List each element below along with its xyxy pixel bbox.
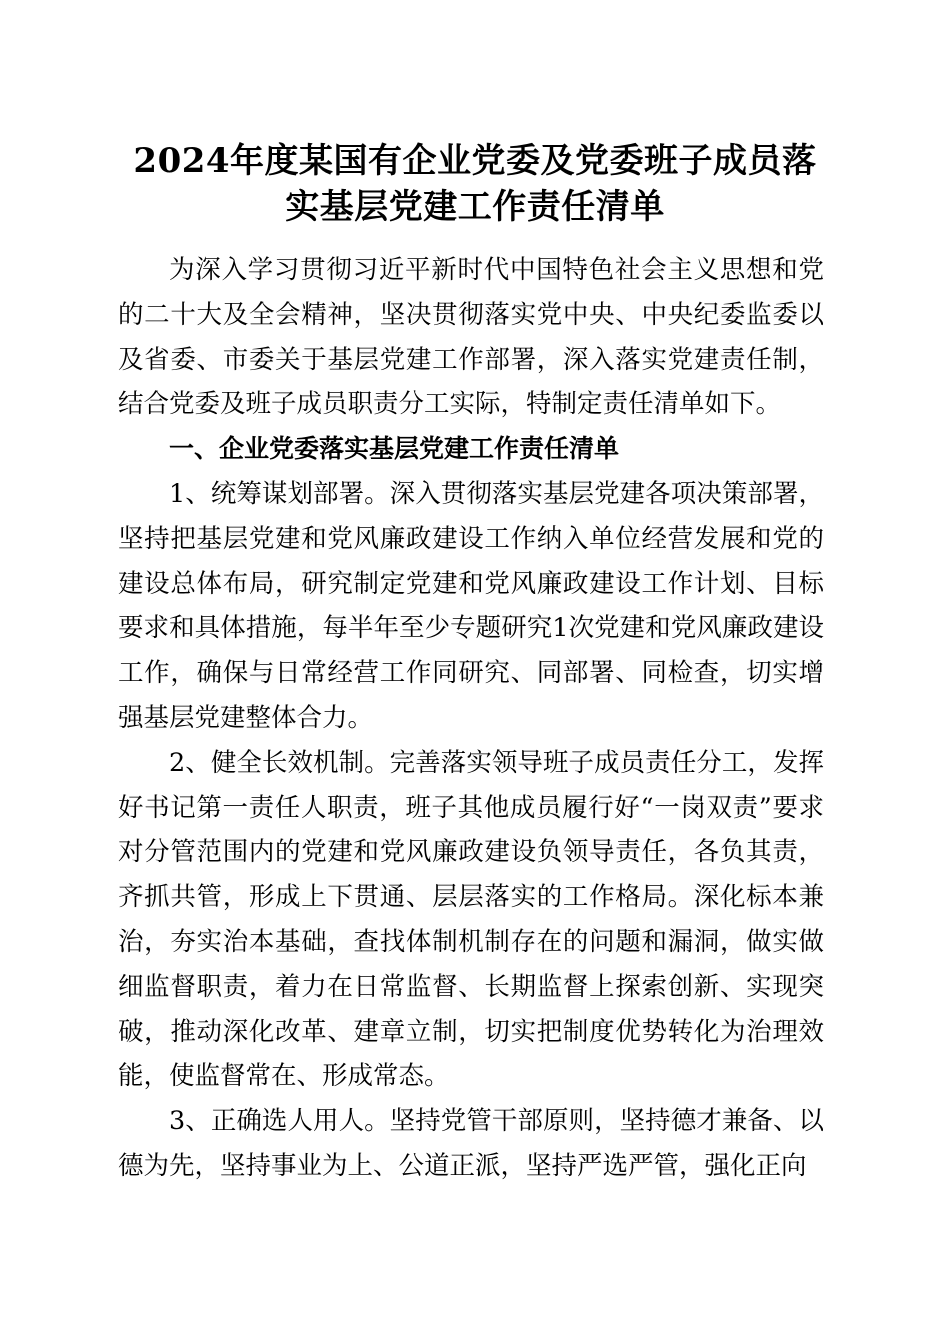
intro-paragraph: 为深入学习贯彻习近平新时代中国特色社会主义思想和党的二十大及全会精神，坚决贯彻落实党中央、中央纪委监委以及省委、市委关于基层党建工作部署，深入落实党建责任制，结合党委及班子成员职责分工实际，特制定责任清单如下。 <box>118 255 824 420</box>
item-paragraph-2: 2、健全长效机制。完善落实领导班子成员责任分工，发挥好书记第一责任人职责，班子其他成员履行好“一岗双责”要求对分管范围内的党建和党风廉政建设负领导责任，各负其责，齐抓共管，形成上下贯通、层层落实的工作格局。深化标本兼治，夯实治本基础，查找体制机制存在的问题和漏洞，做实做细监督职责，着力在日常监督、长期监督上探索创新、实现突破，推动深化改革、建章立制，切实把制度优势转化为治理效能，使监督常在、形成常态。 <box>118 747 824 1092</box>
section-heading-1: 一、企业党委落实基层党建工作责任清单 <box>169 434 620 464</box>
title-line-1: 2024年度某国有企业党委及党委班子成员落 <box>133 141 817 181</box>
document-body <box>118 248 824 1189</box>
item-paragraph-1: 1、统筹谋划部署。深入贯彻落实基层党建各项决策部署，坚持把基层党建和党风廉政建设工作纳入单位经营发展和党的建设总体布局，研究制定党建和党风廉政建设工作计划、目标要求和具体措施，每半年至少专题研究1次党建和党风廉政建设工作，确保与日常经营工作同研究、同部署、同检查，切实增强基层党建整体合力。 <box>118 478 824 733</box>
title-line-2: 实基层党建工作责任清单 <box>285 187 665 227</box>
document-title <box>100 138 850 230</box>
item-paragraph-3: 3、正确选人用人。坚持党管干部原则，坚持德才兼备、以德为先，坚持事业为上、公道正派，坚持严选严管，强化正向 <box>118 1106 824 1181</box>
